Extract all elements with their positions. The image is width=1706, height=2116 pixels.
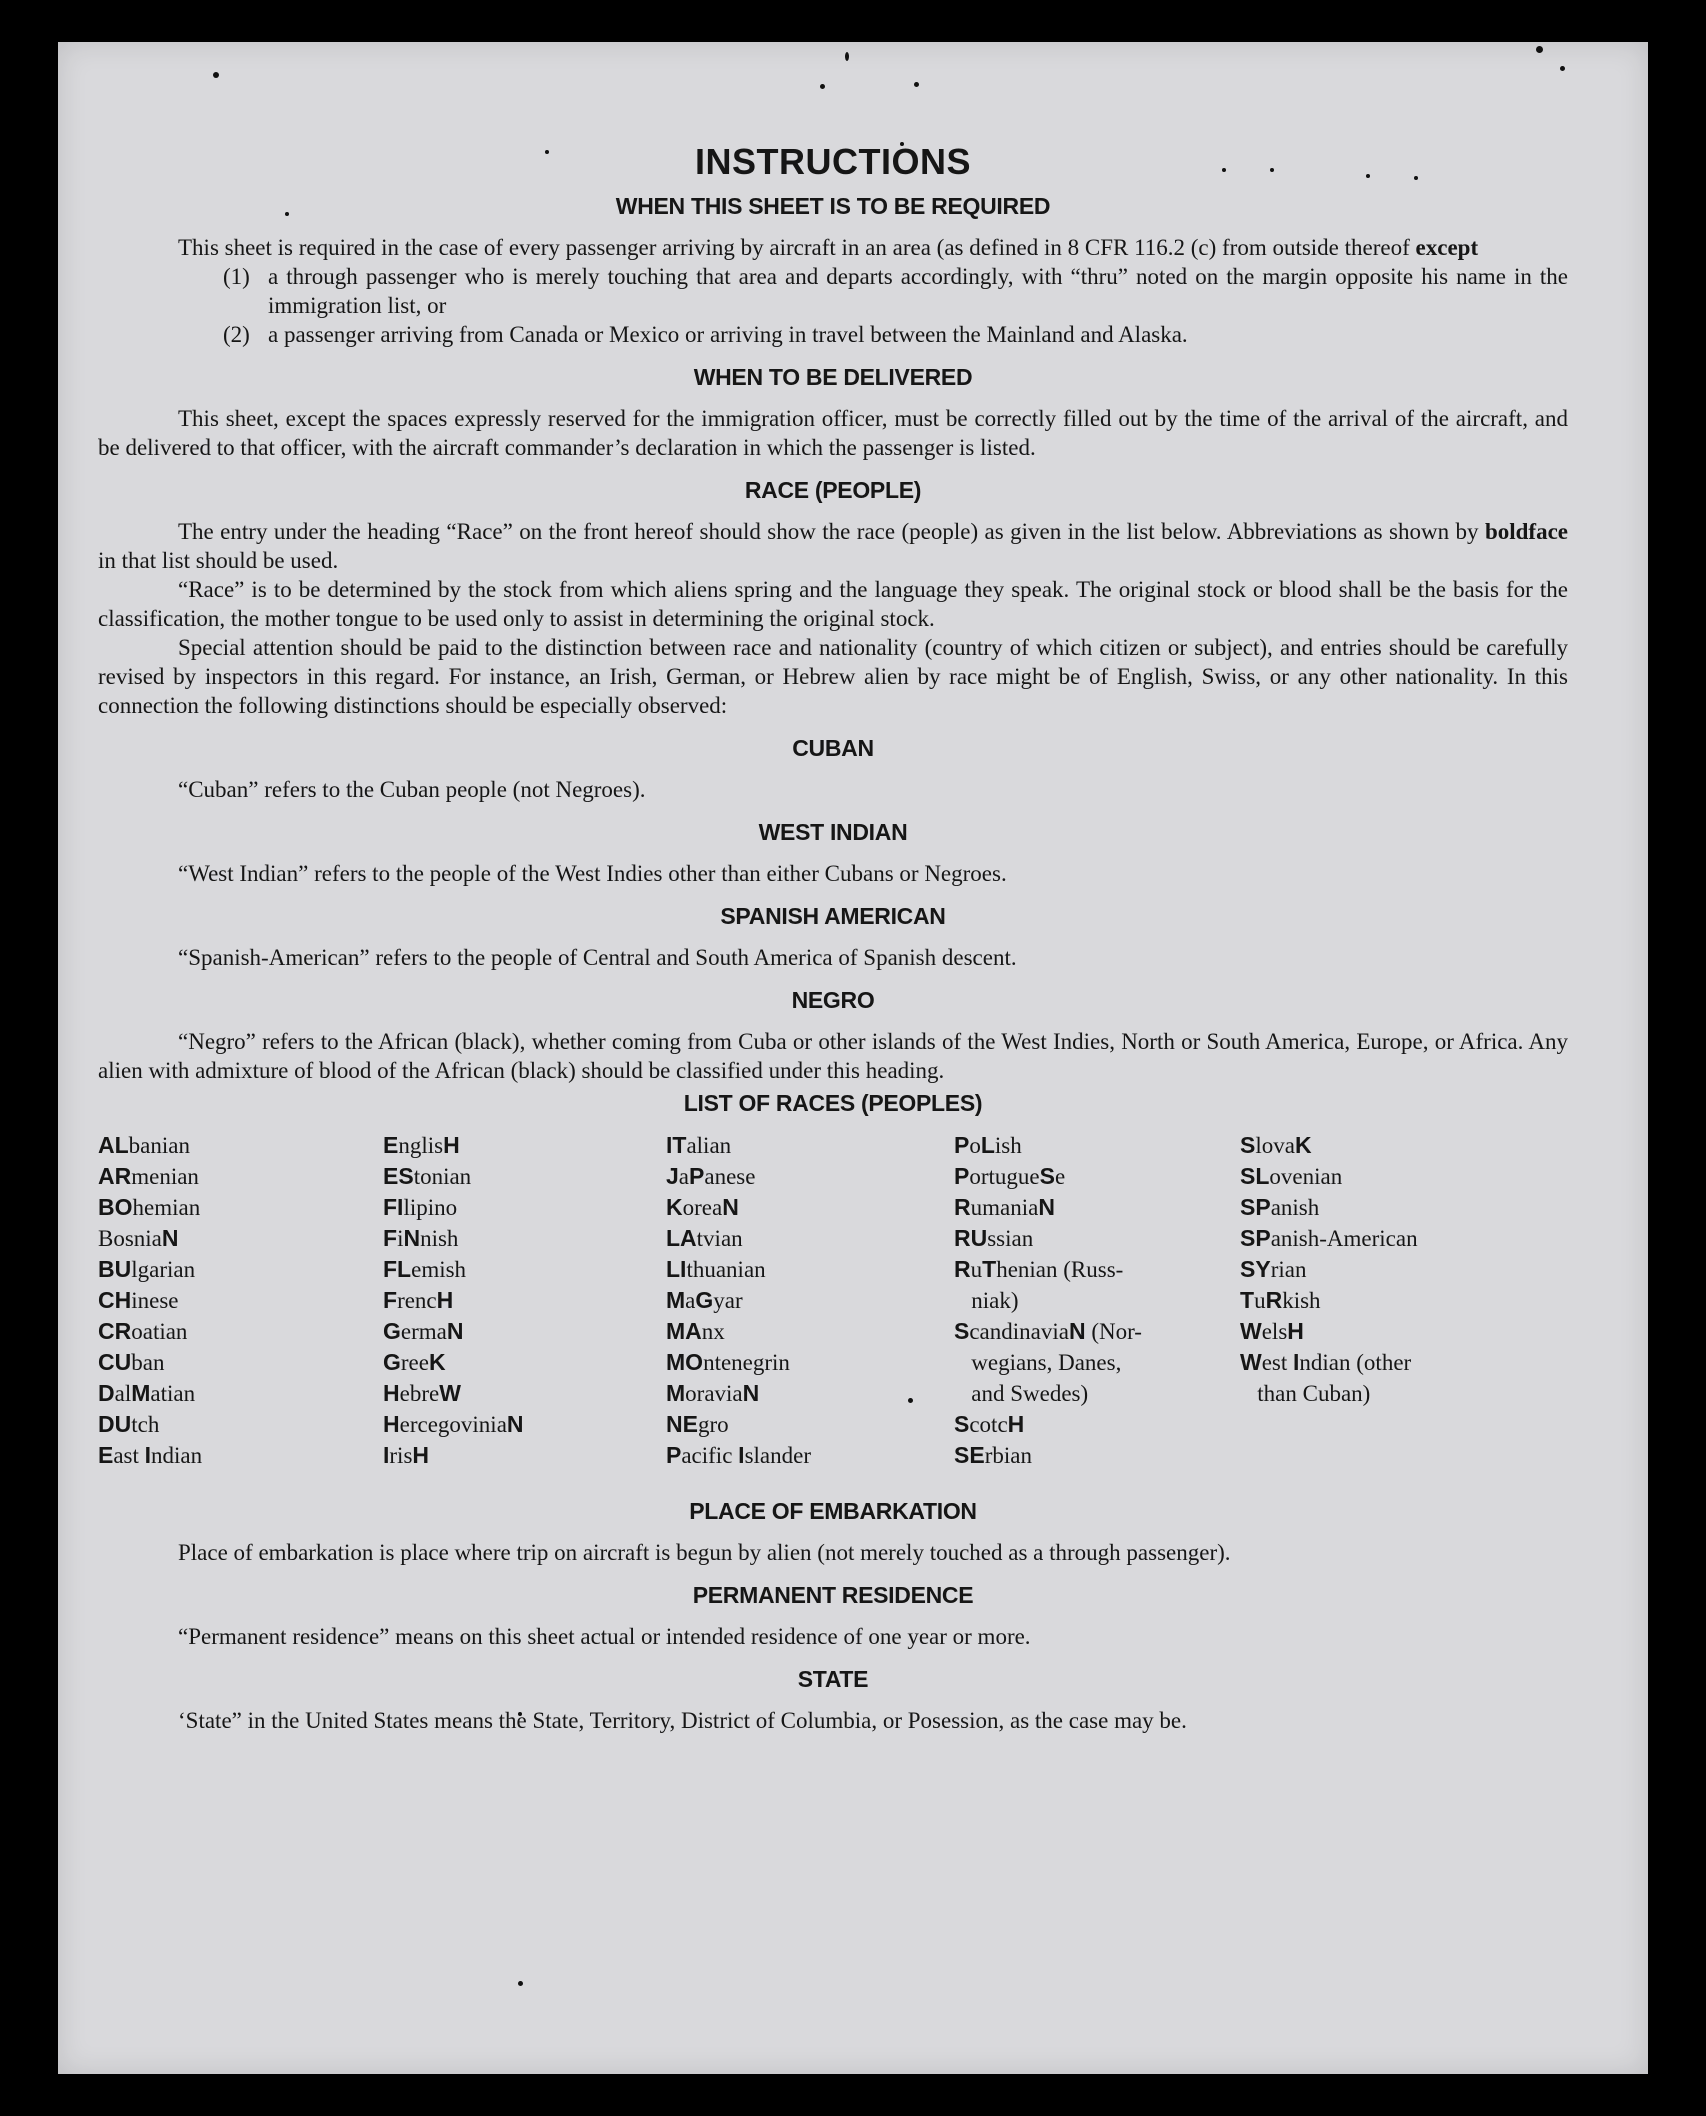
race-text: yar [713,1288,743,1313]
required-intro-text: This sheet is required in the case of every passenger arriving by aircraft in an area (as defined in 8 CFR 116.2 (c) from outside thereof [178,235,1410,260]
race-entry [383,1192,666,1223]
race-entry [954,1161,1240,1192]
race-abbrev-bold: S [954,1411,970,1437]
delivered-text: This sheet, except the spaces expressly reserved for the immigration officer, must be correctly filled out by the time of the arrival of the aircraft, and be delivered to that officer, with the aircraft commander’s declaration in which the passenger is listed. [98,406,1568,460]
race-entry [1240,1223,1540,1254]
race-paragraph-3: Special attention should be paid to the distinction between race and nationality (country of which citizen or subject), and entries should be carefully revised by inspectors in this regard. For instance, an Irish, German, or Hebrew alien by race might be of English, Swiss, or any other nationality. In this connection the following distinctions should be especially observed: [98,635,1568,718]
race-text: a [685,1288,696,1313]
item-number: (2) [223,322,250,347]
race-entry [98,1192,383,1223]
race-text: tch [131,1412,160,1437]
race-abbrev-bold: I [1293,1349,1300,1375]
race-text: nglis [398,1133,444,1158]
race-abbrev-bold: AR [98,1163,132,1189]
race-entry [383,1161,666,1192]
race-abbrev-bold: M [666,1287,686,1313]
race-text: slander [744,1443,811,1468]
race-abbrev-bold: BO [98,1194,133,1220]
race-text: cotc [969,1412,1008,1437]
race-abbrev-bold: P [666,1442,682,1468]
race-entry [954,1347,1240,1378]
race-abbrev-bold: FI [383,1194,404,1220]
section-heading-state: STATE [797,1666,869,1692]
embarkation-text: Place of embarkation is place where trip on aircraft is begun by alien (not merely touched as a through passenger). [178,1540,1231,1565]
race-abbrev-bold: H [412,1442,430,1468]
race-entry [98,1378,383,1409]
race-entry [666,1440,954,1471]
race-text: ban [131,1350,165,1375]
race-entry [383,1130,666,1161]
scan-speck [1536,46,1543,53]
state-text: ‘State” in the United States means the State, Territory, District of Columbia, or Posession, as the case may be. [178,1708,1187,1733]
race-abbrev-bold: H [436,1287,454,1313]
race-entry [666,1378,954,1409]
race-abbrev-bold: E [98,1442,114,1468]
race-entry [666,1223,954,1254]
race-abbrev-bold: SL [1240,1163,1270,1189]
race-abbrev-bold: IT [666,1132,687,1158]
race-abbrev-bold: N [1038,1194,1055,1220]
races-column [98,1130,383,1471]
item-number: (1) [223,264,250,289]
race-text: inese [131,1288,179,1313]
race-text: anish [1270,1195,1320,1220]
item-text: a through passenger who is merely touching that area and departs accordingly, with “thru” noted on the margin opposite his name in the immigration list, or [268,264,1568,318]
races-column [954,1130,1240,1471]
race-entry [98,1409,383,1440]
race-text: henian (Russ- [996,1257,1124,1282]
west-indian-text: “West Indian” refers to the people of the West Indies other than either Cubans or Negroes. [178,861,1007,886]
race-abbrev-bold: K [666,1194,683,1220]
race-entry [954,1409,1240,1440]
race-entry [98,1161,383,1192]
race-abbrev-bold: I [383,1442,390,1468]
race-entry [666,1161,954,1192]
race-abbrev-bold: CU [98,1349,132,1375]
race-entry [954,1130,1240,1161]
race-entry [1240,1254,1540,1285]
race-abbrev-bold: N [446,1318,464,1344]
race-text: lova [1255,1133,1295,1158]
race-abbrev-bold: N [742,1380,760,1406]
race-abbrev-bold: NE [666,1411,698,1437]
race-abbrev-bold: LA [666,1225,697,1251]
race-text: emish [411,1257,467,1282]
race-abbrev-bold: SY [1240,1256,1271,1282]
race-text: thuanian [686,1257,766,1282]
race-text: a [678,1164,690,1189]
race-text: ris [389,1443,413,1468]
race-text: than Cuban) [1240,1381,1371,1406]
race-paragraph-1 [98,517,1568,575]
race-entry [666,1285,954,1316]
race-entry [954,1440,1240,1471]
race-abbrev-bold: H [443,1132,460,1158]
race-entry [383,1316,666,1347]
race-abbrev-bold: R [954,1256,971,1282]
race-text: nx [701,1319,725,1344]
race-entry [383,1440,666,1471]
race-text: rbian [984,1443,1032,1468]
race-abbrev-bold: P [689,1163,705,1189]
race-text: lgarian [131,1257,196,1282]
race-abbrev-bold: ES [383,1163,414,1189]
race-text: ast [113,1443,145,1468]
race-entry [98,1130,383,1161]
race-abbrev-bold: M [666,1380,686,1406]
race-entry [98,1440,383,1471]
race-entry [666,1409,954,1440]
race-text: menian [131,1164,199,1189]
race-text: est [1261,1350,1294,1375]
race-text: wegians, Danes, [954,1350,1122,1375]
scan-speck [820,84,825,89]
races-column [1240,1130,1540,1471]
scan-speck [914,82,919,87]
race-abbrev-bold: RU [954,1225,988,1251]
race-abbrev-bold: T [1240,1287,1255,1313]
race-abbrev-bold: SE [954,1442,985,1468]
race-abbrev-bold: N [161,1225,179,1251]
race-text: al [114,1381,132,1406]
race-text: acific [681,1443,739,1468]
race-abbrev-bold: T [982,1256,997,1282]
race-entry [98,1254,383,1285]
race-text: anish-American [1270,1226,1418,1251]
race-entry [666,1254,954,1285]
scan-speck [518,1981,523,1986]
race-abbrev-bold: LI [666,1256,687,1282]
section-heading-required: WHEN THIS SHEET IS TO BE REQUIRED [615,193,1051,219]
race-abbrev-bold: S [1039,1163,1055,1189]
race-entry [383,1223,666,1254]
race-entry [1240,1130,1540,1161]
race-abbrev-bold: N [506,1411,524,1437]
race-text: oatian [131,1319,188,1344]
race-abbrev-bold: W [1240,1318,1262,1344]
race-text: ebre [399,1381,440,1406]
race-text: lipino [403,1195,458,1220]
page-title: INSTRUCTIONS [695,141,971,182]
race-text: kish [1282,1288,1321,1313]
required-item-2 [98,320,1568,349]
race-entry [383,1254,666,1285]
race-abbrev-bold: R [1265,1287,1283,1313]
race-text: ssian [987,1226,1034,1251]
race-abbrev-bold: CH [98,1287,132,1313]
race-entry [1240,1192,1540,1223]
section-heading-negro: NEGRO [791,987,875,1013]
race-text: orea [682,1195,723,1220]
race-text: i [397,1226,404,1251]
race-entry [666,1316,954,1347]
race-entry [1240,1378,1540,1409]
race-text: atian [150,1381,196,1406]
race-abbrev-bold: K [1294,1132,1312,1158]
race-text: ntenegrin [703,1350,790,1375]
required-intro-except: except [1415,235,1479,260]
race-text: u [1254,1288,1266,1313]
race-text: u [970,1257,983,1282]
race-abbrev-bold: H [1007,1411,1025,1437]
race-text: ree [400,1350,429,1375]
race-text: nish [420,1226,459,1251]
race-abbrev-bold: E [383,1132,399,1158]
race-entry [1240,1285,1540,1316]
race-text: renc [397,1288,437,1313]
race-text: rian [1270,1257,1307,1282]
race-abbrev-bold: P [954,1132,970,1158]
race-abbrev-bold: H [383,1380,400,1406]
race-abbrev-bold: N [722,1194,739,1220]
race-abbrev-bold: CR [98,1318,132,1344]
race-abbrev-bold: I [144,1442,152,1468]
race-entry [98,1347,383,1378]
scan-speck [1560,66,1565,71]
race-text: ortugue [969,1164,1040,1189]
race-text: candinavia [969,1319,1069,1344]
race-abbrev-bold: W [439,1380,461,1406]
instructions-document [98,140,1568,1735]
race-abbrev-bold: M [131,1380,151,1406]
race-text: e [1054,1164,1066,1189]
section-heading-embarkation: PLACE OF EMBARKATION [689,1498,977,1524]
race-text: tonian [413,1164,472,1189]
race-abbrev-bold: S [1240,1132,1256,1158]
race-abbrev-bold: BU [98,1256,132,1282]
race-abbrev-bold: G [695,1287,714,1313]
race-text: ndian [151,1443,203,1468]
race-abbrev-bold: N [1068,1318,1086,1344]
race-entry [383,1378,666,1409]
race-text: alian [686,1133,732,1158]
race-text: ish [994,1133,1022,1158]
race-abbrev-bold: I [738,1442,745,1468]
race-abbrev-bold: J [666,1163,679,1189]
race-entry [1240,1347,1540,1378]
race-entry [1240,1316,1540,1347]
race-text: and Swedes) [954,1381,1089,1406]
required-intro [98,233,1568,262]
race-entry [383,1409,666,1440]
cuban-text: “Cuban” refers to the Cuban people (not Negroes). [178,777,646,802]
race-abbrev-bold: G [383,1318,401,1344]
race-abbrev-bold: S [954,1318,970,1344]
section-heading-delivered: WHEN TO BE DELIVERED [693,364,973,390]
race-abbrev-bold: FL [383,1256,412,1282]
race-text: erma [400,1319,447,1344]
race-entry [98,1223,383,1254]
race-abbrev-bold: N [403,1225,421,1251]
race-abbrev-bold: P [954,1163,970,1189]
race-text: ovenian [1269,1164,1343,1189]
race-text: els [1261,1319,1288,1344]
race-abbrev-bold: MA [666,1318,702,1344]
spanish-american-text: “Spanish-American” refers to the people of Central and South America of Spanish descent. [178,945,1017,970]
race-text: niak) [954,1288,1019,1313]
race-entry [954,1316,1240,1347]
race-text: umania [970,1195,1039,1220]
race-abbrev-bold: D [98,1380,115,1406]
race-abbrev-bold: SP [1240,1225,1271,1251]
race-abbrev-bold: H [383,1411,400,1437]
section-heading-permanent-residence: PERMANENT RESIDENCE [692,1582,974,1608]
race-abbrev-bold: F [383,1287,398,1313]
race-entry [383,1347,666,1378]
race-abbrev-bold: R [954,1194,971,1220]
race-text: ercegovinia [399,1412,507,1437]
race-text: banian [128,1133,190,1158]
race-entry [954,1192,1240,1223]
race-entry [1240,1161,1540,1192]
races-column [666,1130,954,1471]
race-text: (Nor- [1085,1319,1142,1344]
section-heading-spanish-american: SPANISH AMERICAN [720,903,946,929]
race-p1-text-b: in that list should be used. [98,548,339,573]
required-item-1 [98,262,1568,320]
race-abbrev-bold: H [1287,1318,1304,1344]
race-text: anese [704,1164,756,1189]
races-list [98,1130,1568,1471]
race-abbrev-bold: SP [1240,1194,1271,1220]
negro-text: “Negro” refers to the African (black), whether coming from Cuba or other islands of the West Indies, North or South America, Europe, or Africa. Any alien with admixture of blood of the African (black) should be classified under this heading. [98,1029,1568,1083]
race-entry [666,1192,954,1223]
race-abbrev-bold: AL [98,1132,129,1158]
race-text: ndian (other [1299,1350,1412,1375]
race-abbrev-bold: L [980,1132,995,1158]
race-entry [666,1130,954,1161]
race-text: hemian [132,1195,201,1220]
race-paragraph-2: “Race” is to be determined by the stock from which aliens spring and the language they speak. The original stock or blood shall be the basis for the classification, the mother tongue to be used only to assist in determining the original stock. [98,577,1568,631]
races-heading: LIST OF RACES (PEOPLES) [683,1090,983,1116]
race-text: tvian [696,1226,743,1251]
race-abbrev-bold: F [383,1225,398,1251]
race-entry [954,1285,1240,1316]
races-column [383,1130,666,1471]
race-text: o [969,1133,981,1158]
race-text: Bosnia [98,1226,162,1251]
race-abbrev-bold: K [428,1349,446,1375]
race-entry [954,1254,1240,1285]
race-p1-boldface: boldface [1484,519,1569,544]
race-entry [98,1316,383,1347]
race-abbrev-bold: W [1240,1349,1262,1375]
race-abbrev-bold: DU [98,1411,132,1437]
scan-speck [845,52,849,61]
section-heading-race: RACE (PEOPLE) [744,477,922,503]
race-abbrev-bold: G [383,1349,401,1375]
race-abbrev-bold: MO [666,1349,704,1375]
race-entry [98,1285,383,1316]
permanent-residence-text: “Permanent residence” means on this sheet actual or intended residence of one year or more. [178,1624,1031,1649]
race-text: oravia [685,1381,743,1406]
scan-speck [213,72,219,78]
race-entry [383,1285,666,1316]
section-heading-west-indian: WEST INDIAN [758,819,908,845]
race-entry [666,1347,954,1378]
item-text: a passenger arriving from Canada or Mexico or arriving in travel between the Mainland and Alaska. [268,322,1188,347]
section-heading-cuban: CUBAN [792,735,874,761]
race-entry [954,1223,1240,1254]
race-p1-text-a: The entry under the heading “Race” on the front hereof should show the race (people) as given in the list below. Abbreviations as shown by [178,519,1479,544]
race-entry [954,1378,1240,1409]
race-text: gro [697,1412,729,1437]
